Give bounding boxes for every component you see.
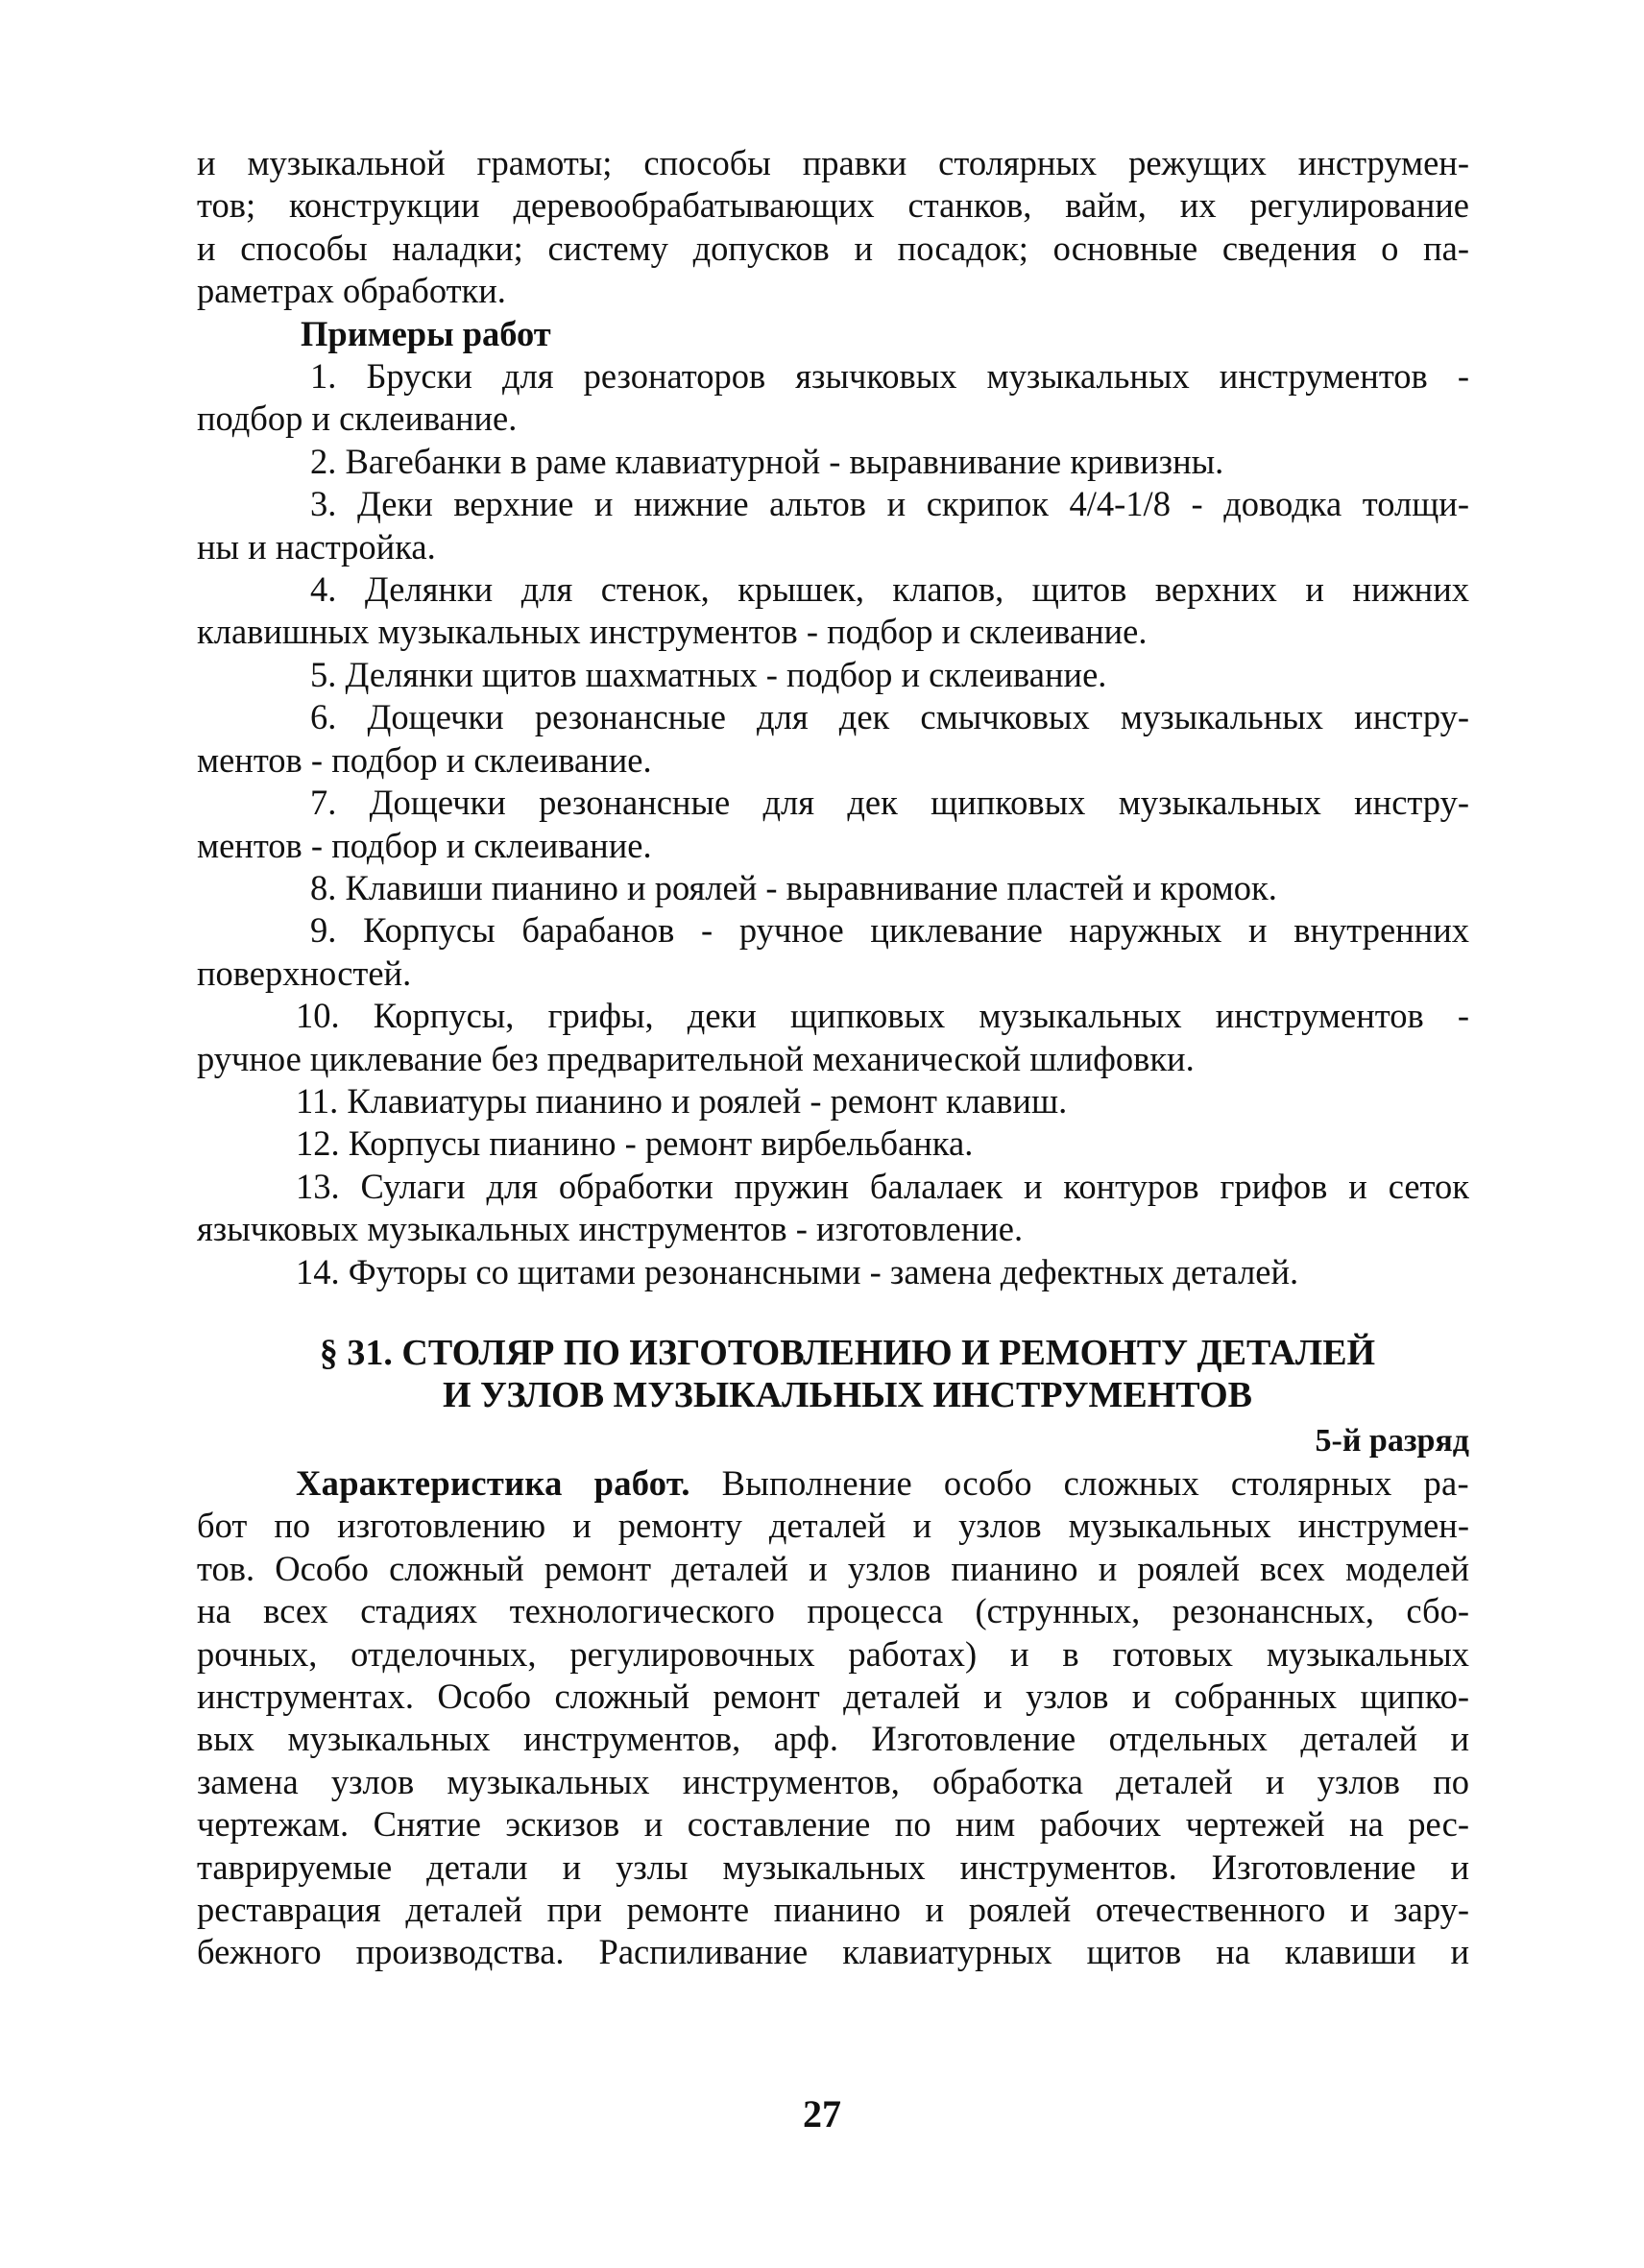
list-item-line: 13. Сулаги для обработки пружин балалаек и контуров грифов и сеток: [296, 1166, 1469, 1206]
section-title-line: И УЗЛОВ МУЗЫКАЛЬНЫХ ИНСТРУМЕНТОВ: [443, 1374, 1252, 1415]
list-item-line: 1. Бруски для резонаторов язычковых музыкальных инструментов -: [310, 356, 1469, 397]
list-item: [197, 1251, 1469, 1293]
intro-line: тов; конструкции деревообрабатывающих станков, вайм, их регулирование: [197, 185, 1469, 226]
paragraph-line: бежного производства. Распиливание клавиатурных щитов на клавиши и: [197, 1932, 1469, 1972]
list-item-line: 3. Деки верхние и нижние альтов и скрипок 4/4-1/8 - доводка толщи-: [310, 484, 1469, 524]
list-item-line: язычковых музыкальных инструментов - изготовление.: [197, 1209, 1024, 1249]
list-item-line: 11. Клавиатуры пианино и роялей - ремонт клавиш.: [296, 1080, 1068, 1121]
list-item-line: 14. Футоры со щитами резонансными - замена дефектных деталей.: [296, 1251, 1299, 1291]
list-item-line: 9. Корпусы барабанов - ручное циклевание наружных и внутренних: [310, 910, 1469, 951]
paragraph-line: тов. Особо сложный ремонт деталей и узлов пианино и роялей всех моделей: [197, 1548, 1469, 1588]
list-item-line: 6. Дощечки резонансные для дек смычковых музыкальных инстру-: [310, 697, 1469, 737]
intro-line: раметрах обработки.: [197, 271, 506, 311]
paragraph-line: на всех стадиях технологического процесса (струнных, резонансных, сбо-: [197, 1591, 1469, 1631]
examples-heading: Примеры работ: [301, 313, 551, 353]
list-item: [197, 1122, 1469, 1165]
list-item-line: 2. Вагебанки в раме клавиатурной - выравнивание кривизны.: [310, 441, 1224, 481]
paragraph-line: таврируемые детали и узлы музыкальных инструментов. Изготовление и: [197, 1846, 1469, 1887]
list-item-line: 5. Делянки щитов шахматных - подбор и склеивание.: [310, 654, 1107, 694]
list-item-line: ментов - подбор и склеивание.: [197, 825, 652, 865]
list-item-line: ны и настройка.: [197, 526, 436, 567]
characteristics-label: Характеристика работ.: [296, 1462, 690, 1503]
characteristics-text: Выполнение особо сложных столярных ра-: [721, 1462, 1469, 1503]
list-item: [197, 995, 1469, 1080]
list-item-line: 8. Клавиши пианино и роялей - выравнивание пластей и кромок.: [310, 867, 1277, 907]
page-number: 27: [803, 2092, 841, 2135]
paragraph-line: вых музыкальных инструментов, арф. Изготовление отдельных деталей и: [197, 1719, 1469, 1759]
list-item: [197, 568, 1469, 654]
intro-line: и способы наладки; систему допусков и посадок; основные сведения о па-: [197, 228, 1469, 268]
examples-list: [197, 355, 1469, 1293]
paragraph-line: чертежам. Снятие эскизов и составление по ним рабочих чертежей на рес-: [197, 1804, 1469, 1845]
intro-line: и музыкальной грамоты; способы правки столярных режущих инструмен-: [197, 143, 1469, 182]
list-item: [197, 1166, 1469, 1251]
paragraph-line: реставрация деталей при ремонте пианино и роялей отечественного и зару-: [197, 1890, 1469, 1930]
paragraph-line: [197, 1462, 1469, 1505]
section-title-line: § 31. СТОЛЯР ПО ИЗГОТОВЛЕНИЮ И РЕМОНТУ ДЕТАЛЕЙ: [319, 1332, 1376, 1373]
list-item-line: поверхностей.: [197, 953, 412, 993]
document-page: [197, 142, 1469, 1974]
list-item: [197, 1080, 1469, 1122]
rank-label: 5-й разряд: [1315, 1422, 1469, 1459]
list-item-line: 4. Делянки для стенок, крышек, клапов, щитов верхних и нижних: [310, 569, 1469, 610]
list-item: [197, 782, 1469, 867]
list-item: [197, 867, 1469, 909]
list-item-line: 12. Корпусы пианино - ремонт вирбельбанка.: [296, 1123, 974, 1164]
list-item-line: ручное циклевание без предварительной механической шлифовки.: [197, 1038, 1195, 1078]
list-item: [197, 441, 1469, 483]
list-item-line: 7. Дощечки резонансные для дек щипковых музыкальных инстру-: [310, 783, 1469, 823]
list-item: [197, 696, 1469, 782]
list-item: [197, 654, 1469, 696]
list-item: [197, 483, 1469, 568]
list-item-line: 10. Корпусы, грифы, деки щипковых музыкальных инструментов -: [296, 996, 1469, 1036]
list-item-line: клавишных музыкальных инструментов - подбор и склеивание.: [197, 612, 1148, 652]
characteristics-paragraph: [197, 1462, 1469, 1974]
section-title: [226, 1332, 1469, 1416]
list-item: [197, 909, 1469, 995]
paragraph-line: замена узлов музыкальных инструментов, обработка деталей и узлов по: [197, 1761, 1469, 1801]
paragraph-line: рочных, отделочных, регулировочных работах) и в готовых музыкальных: [197, 1633, 1469, 1674]
paragraph-line: инструментах. Особо сложный ремонт деталей и узлов и собранных щипко-: [197, 1677, 1469, 1716]
paragraph-line: бот по изготовлению и ремонту деталей и узлов музыкальных инструмен-: [197, 1506, 1469, 1546]
list-item-line: подбор и склеивание.: [197, 398, 518, 439]
list-item-line: ментов - подбор и склеивание.: [197, 739, 652, 780]
list-item: [197, 355, 1469, 441]
